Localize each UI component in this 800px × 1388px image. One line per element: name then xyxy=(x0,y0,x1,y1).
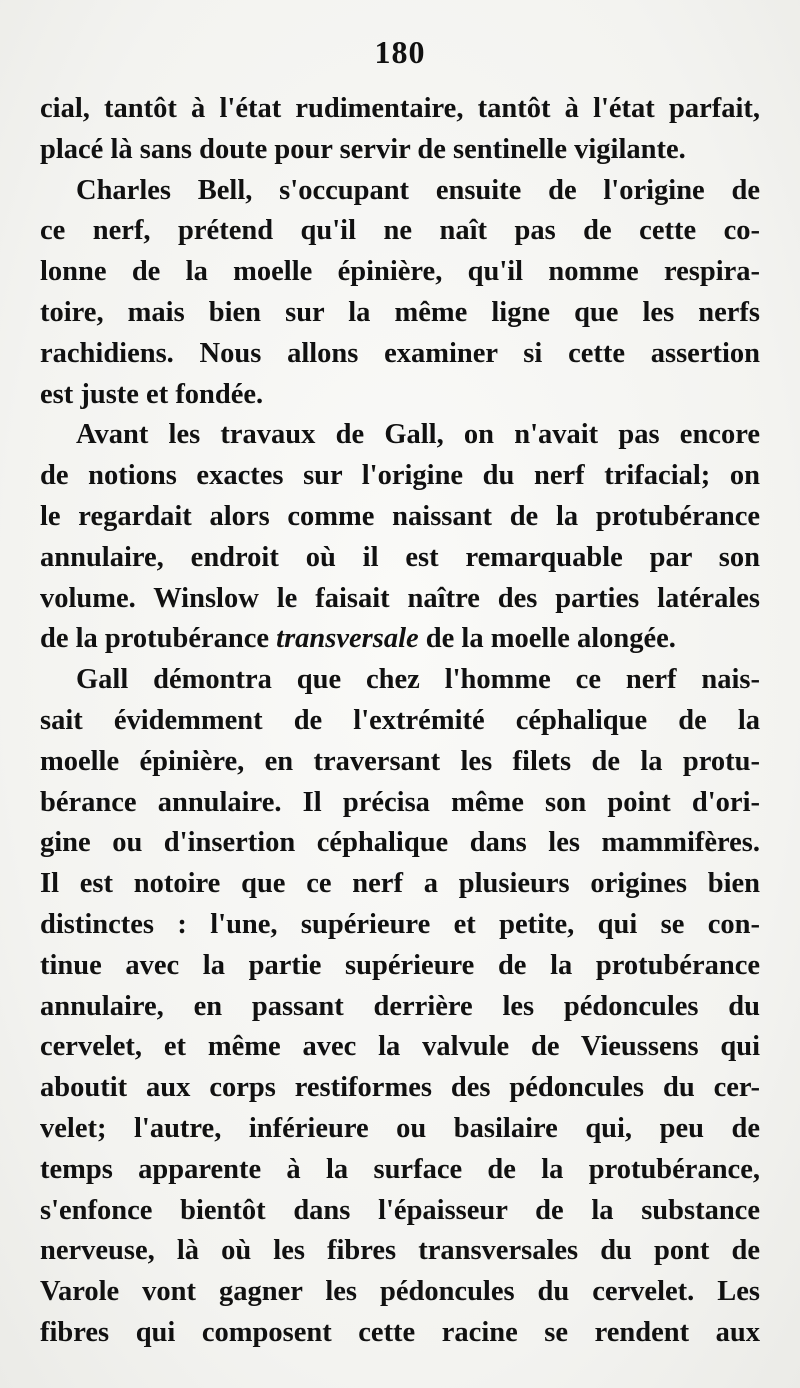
text-line: moelle épinière, en traversant les filets de la protu- xyxy=(40,745,760,777)
text-line: ce nerf, prétend qu'il ne naît pas de cette co- xyxy=(40,215,760,247)
text-line: annulaire, en passant derrière les pédoncules du xyxy=(40,990,760,1022)
text-line: lonne de la moelle épinière, qu'il nomme respira- xyxy=(40,256,760,288)
text-line: Varole vont gagner les pédoncules du cervelet. Les xyxy=(40,1276,760,1308)
text-line: Il est notoire que ce nerf a plusieurs origines bien xyxy=(40,868,760,900)
text-line: sait évidemment de l'extrémité céphalique de la xyxy=(40,704,760,736)
page-number: 180 xyxy=(374,34,426,70)
text-line: annulaire, endroit où il est remarquable par son xyxy=(40,541,760,573)
text-line: gine ou d'insertion céphalique dans les mammifères. xyxy=(40,827,760,859)
text-line: temps apparente à la surface de la protubérance, xyxy=(40,1153,760,1185)
italic-term: transversale xyxy=(276,623,419,655)
text-line: distinctes : l'une, supérieure et petite, qui se con- xyxy=(40,908,760,940)
text-line: s'enfonce bientôt dans l'épaisseur de la substance xyxy=(40,1194,760,1226)
text-line: est juste et fondée. xyxy=(40,378,264,410)
text-line: nerveuse, là où les fibres transversales du pont de xyxy=(40,1235,760,1267)
text-line: volume. Winslow le faisait naître des parties latérales xyxy=(40,582,760,614)
text-line: velet; l'autre, inférieure ou basilaire qui, peu de xyxy=(40,1112,760,1144)
text-line: Charles Bell, s'occupant ensuite de l'origine de xyxy=(76,174,760,206)
text-line: tinue avec la partie supérieure de la protubérance xyxy=(40,949,760,981)
text-line: aboutit aux corps restiformes des pédoncules du cer- xyxy=(40,1072,760,1104)
text-line: de notions exactes sur l'origine du nerf trifacial; on xyxy=(40,460,760,492)
text-segment: de la moelle alongée. xyxy=(418,623,676,655)
text-line: cial, tantôt à l'état rudimentaire, tantôt à l'état parfait, xyxy=(40,93,760,124)
text-line: le regardait alors comme naissant de la protubérance xyxy=(40,500,760,532)
text-line: Gall démontra que chez l'homme ce nerf nais- xyxy=(76,664,760,696)
text-line: Avant les travaux de Gall, on n'avait pas encore xyxy=(76,419,760,451)
text-line: cervelet, et même avec la valvule de Vieussens qui xyxy=(40,1031,760,1063)
text-line: placé là sans doute pour servir de sentinelle vigilante. xyxy=(40,133,686,165)
body-text xyxy=(40,89,760,1354)
text-line: toire, mais bien sur la même ligne que les nerfs xyxy=(40,296,760,328)
text-line: bérance annulaire. Il précisa même son point d'ori- xyxy=(40,786,760,818)
text-segment: de la protubérance xyxy=(40,623,277,655)
text-line: rachidiens. Nous allons examiner si cette assertion xyxy=(40,337,760,369)
text-line: fibres qui composent cette racine se rendent aux xyxy=(40,1316,760,1348)
text-line xyxy=(40,619,760,660)
